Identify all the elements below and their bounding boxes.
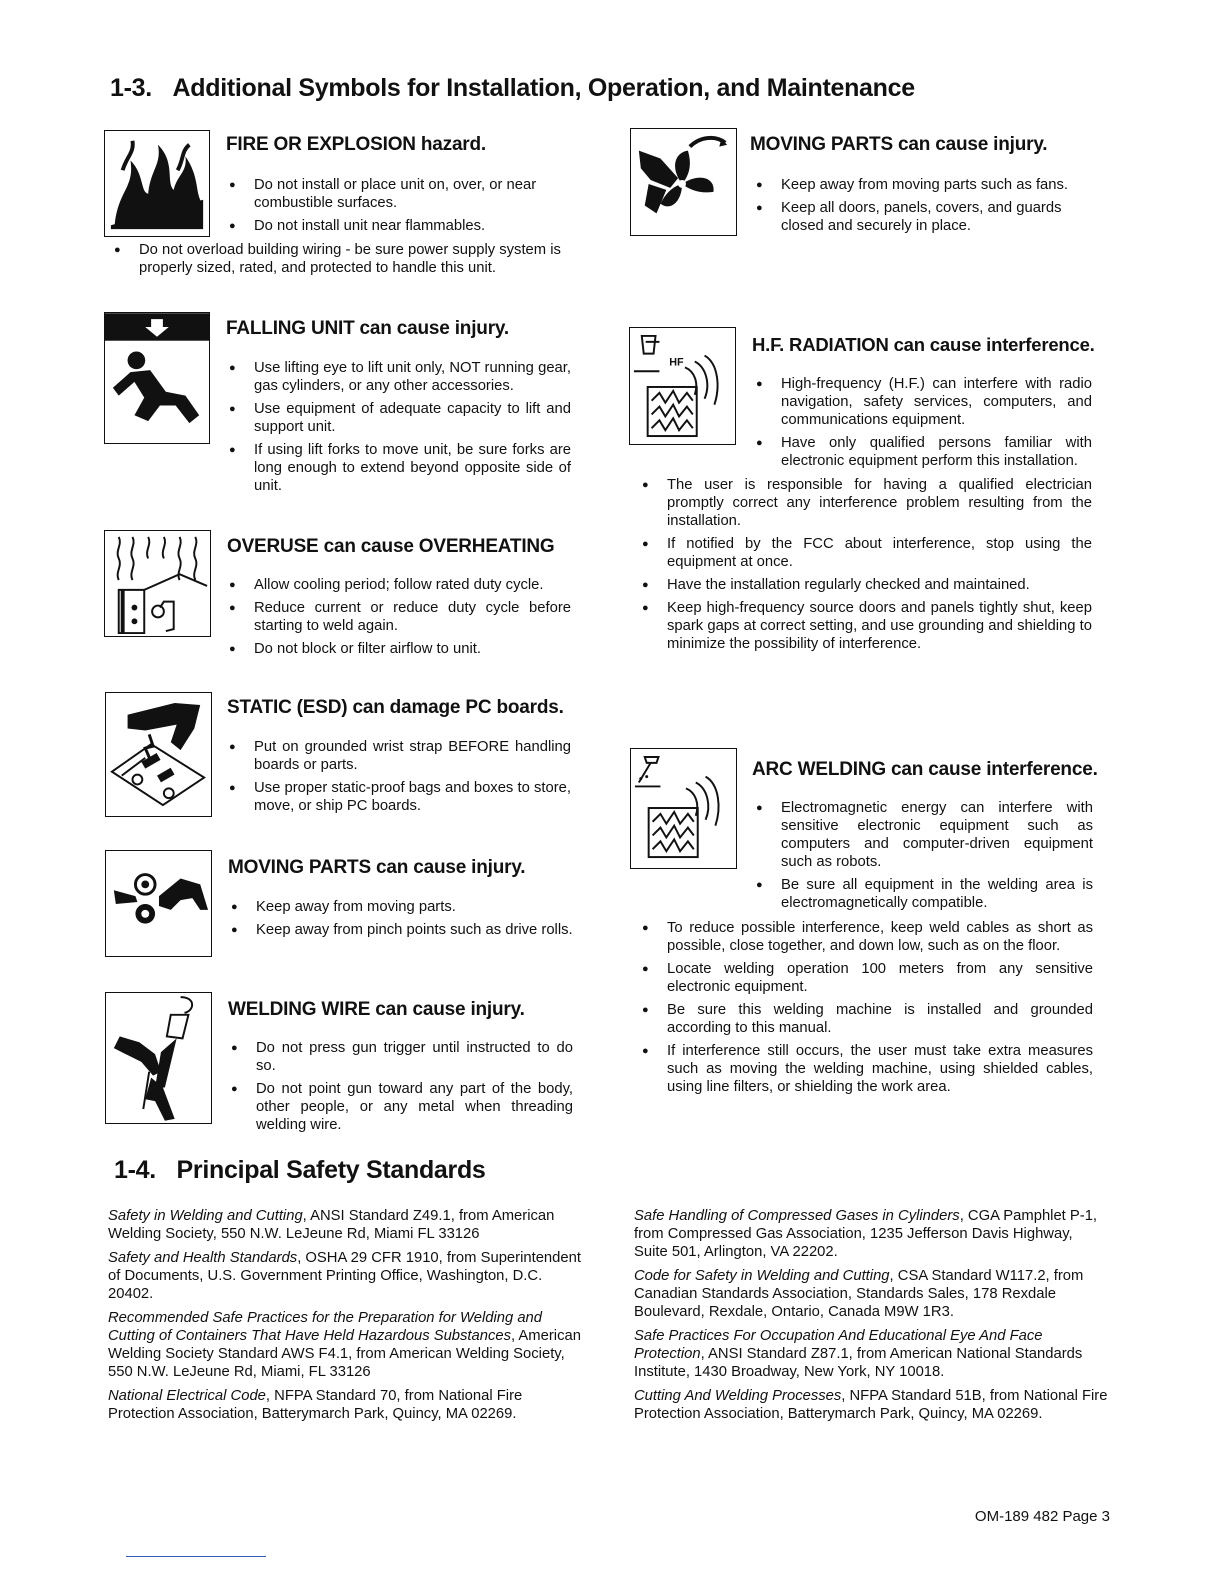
standard-reference: Recommended Safe Practices for the Preparation for Welding and Cutting of Containers That Have Held Hazardous Substances, American Welding Society Standard AWS F4.1, from American Welding Society, 550 N.W. LeJeune Rd, Miami, FL 33126 xyxy=(108,1310,581,1380)
section-number: 1-3. xyxy=(110,74,152,102)
list-item: ● Reduce current or reduce duty cycle before starting to weld again. xyxy=(229,599,571,635)
section-1-3-heading xyxy=(110,74,915,103)
fire-heading: FIRE OR EXPLOSION hazard. xyxy=(226,134,486,155)
standard-reference: Code for Safety in Welding and Cutting, CSA Standard W117.2, from Canadian Standards Association, Standards Sales, 178 Rexdale Boulevard, Rexdale, Ontario, Canada M9W 1R3. xyxy=(634,1268,1084,1320)
hf-radiation-icon xyxy=(629,327,736,445)
list-item: ● Keep away from moving parts such as fans. xyxy=(756,176,1092,194)
static-esd-icon xyxy=(105,692,212,817)
list-item: ● Put on grounded wrist strap BEFORE handling boards or parts. xyxy=(229,738,571,774)
page-footer: OM-189 482 Page 3 xyxy=(974,1508,1110,1525)
arc-welding-bullets-extra xyxy=(642,919,1093,1101)
list-item: ● Do not install unit near flammables. xyxy=(229,217,579,235)
standards-right-column xyxy=(634,1207,1110,1429)
list-item: ● Use proper static-proof bags and boxes to store, move, or ship PC boards. xyxy=(229,779,571,815)
list-item: ● Do not install or place unit on, over, or near combustible surfaces. xyxy=(229,176,579,212)
list-item: ● The user is responsible for having a qualified electrician promptly correct any interference problem resulting from the installation. xyxy=(642,476,1092,530)
overuse-bullets xyxy=(229,576,571,663)
moving-parts-rolls-bullets xyxy=(231,898,573,944)
list-item: ● Do not press gun trigger until instructed to do so. xyxy=(231,1039,573,1075)
hf-label: HF xyxy=(669,356,684,369)
arc-welding-interference-icon xyxy=(630,748,737,869)
list-item: ● Do not point gun toward any part of the body, other people, or any metal when threading welding wire. xyxy=(231,1080,573,1134)
fire-bullets-extra xyxy=(114,241,584,282)
fire-bullets xyxy=(229,176,579,240)
falling-unit-icon xyxy=(104,312,210,444)
list-item: ● Be sure this welding machine is installed and grounded according to this manual. xyxy=(642,1001,1093,1037)
arc-welding-bullets xyxy=(756,799,1093,917)
falling-unit-heading: FALLING UNIT can cause injury. xyxy=(226,318,509,339)
welding-wire-heading: WELDING WIRE can cause injury. xyxy=(228,999,525,1020)
overuse-heading: OVERUSE can cause OVERHEATING xyxy=(227,536,555,557)
moving-parts-fans-bullets xyxy=(756,176,1092,240)
list-item: ● Have only qualified persons familiar with electronic equipment perform this installation. xyxy=(756,434,1092,470)
standard-reference: National Electrical Code, NFPA Standard 70, from National Fire Protection Association, Batterymarch Park, Quincy, MA 02269. xyxy=(108,1388,523,1422)
list-item: ● If notified by the FCC about interference, stop using the equipment at once. xyxy=(642,535,1092,571)
list-item: ● Keep high-frequency source doors and panels tightly shut, keep spark gaps at correct setting, and use grounding and shielding to minimize the possibility of interference. xyxy=(642,599,1092,653)
hf-radiation-bullets-extra xyxy=(642,476,1092,658)
list-item: ● Electromagnetic energy can interfere with sensitive electronic equipment such as computers and computer-driven equipment such as robots. xyxy=(756,799,1093,871)
moving-parts-fans-heading: MOVING PARTS can cause injury. xyxy=(750,134,1048,155)
section-title: Principal Safety Standards xyxy=(176,1156,486,1184)
standard-reference: Safety and Health Standards, OSHA 29 CFR 1910, from Superintendent of Documents, U.S. Government Printing Office, Washington, D.C. 20402. xyxy=(108,1250,581,1302)
list-item: ● Use lifting eye to lift unit only, NOT running gear, gas cylinders, or any other accessories. xyxy=(229,359,571,395)
standard-reference: Safety in Welding and Cutting, ANSI Standard Z49.1, from American Welding Society, 550 N.W. LeJeune Rd, Miami FL 33126 xyxy=(108,1208,555,1242)
list-item: ● If using lift forks to move unit, be sure forks are long enough to extend beyond opposite side of unit. xyxy=(229,441,571,495)
list-item: ● Keep away from moving parts. xyxy=(231,898,573,916)
standard-reference: Safe Handling of Compressed Gases in Cylinders, CGA Pamphlet P-1, from Compressed Gas Association, 1235 Jefferson Davis Highway, Suite 501, Arlington, VA 22202. xyxy=(634,1208,1098,1260)
list-item: ● High-frequency (H.F.) can interfere with radio navigation, safety services, computers, and communications equipment. xyxy=(756,375,1092,429)
list-item: ● Use equipment of adequate capacity to lift and support unit. xyxy=(229,400,571,436)
fire-icon xyxy=(104,130,210,237)
list-item: ● Be sure all equipment in the welding area is electromagnetically compatible. xyxy=(756,876,1093,912)
falling-unit-bullets xyxy=(229,359,571,500)
hf-radiation-heading: H.F. RADIATION can cause interference. xyxy=(752,334,1095,355)
section-1-4-heading xyxy=(114,1156,486,1185)
drive-rolls-icon xyxy=(105,850,212,957)
bottom-rule xyxy=(126,1556,266,1557)
list-item: ● Allow cooling period; follow rated duty cycle. xyxy=(229,576,571,594)
standards-left-column xyxy=(108,1207,586,1429)
list-item: ● Locate welding operation 100 meters from any sensitive electronic equipment. xyxy=(642,960,1093,996)
hf-radiation-bullets xyxy=(756,375,1092,475)
welding-wire-icon xyxy=(105,992,212,1124)
standard-reference: Safe Practices For Occupation And Educational Eye And Face Protection, ANSI Standard Z87.1, from American National Standards Institute, 1430 Broadway, New York, NY 10018. xyxy=(634,1328,1083,1380)
overheating-icon xyxy=(104,530,211,637)
list-item: ● Keep all doors, panels, covers, and guards closed and securely in place. xyxy=(756,199,1092,235)
moving-parts-rolls-heading: MOVING PARTS can cause injury. xyxy=(228,857,526,878)
list-item: ● Have the installation regularly checked and maintained. xyxy=(642,576,1092,594)
static-bullets xyxy=(229,738,571,820)
list-item: ● If interference still occurs, the user must take extra measures such as moving the welding machine, using shielded cables, using line filters, or shielding the work area. xyxy=(642,1042,1093,1096)
standard-reference: Cutting And Welding Processes, NFPA Standard 51B, from National Fire Protection Association, Batterymarch Park, Quincy, MA 02269. xyxy=(634,1388,1108,1422)
static-heading: STATIC (ESD) can damage PC boards. xyxy=(227,697,564,718)
list-item: ● Do not overload building wiring - be sure power supply system is properly sized, rated, and protected to handle this unit. xyxy=(114,241,584,277)
list-item: ● Do not block or filter airflow to unit. xyxy=(229,640,571,658)
section-title: Additional Symbols for Installation, Operation, and Maintenance xyxy=(172,74,915,102)
section-number: 1-4. xyxy=(114,1156,156,1184)
list-item: ● Keep away from pinch points such as drive rolls. xyxy=(231,921,573,939)
arc-welding-heading: ARC WELDING can cause interference. xyxy=(752,759,1098,780)
welding-wire-bullets xyxy=(231,1039,573,1139)
list-item: ● To reduce possible interference, keep weld cables as short as possible, close together, and down low, such as on the floor. xyxy=(642,919,1093,955)
fan-hand-icon xyxy=(630,128,737,236)
